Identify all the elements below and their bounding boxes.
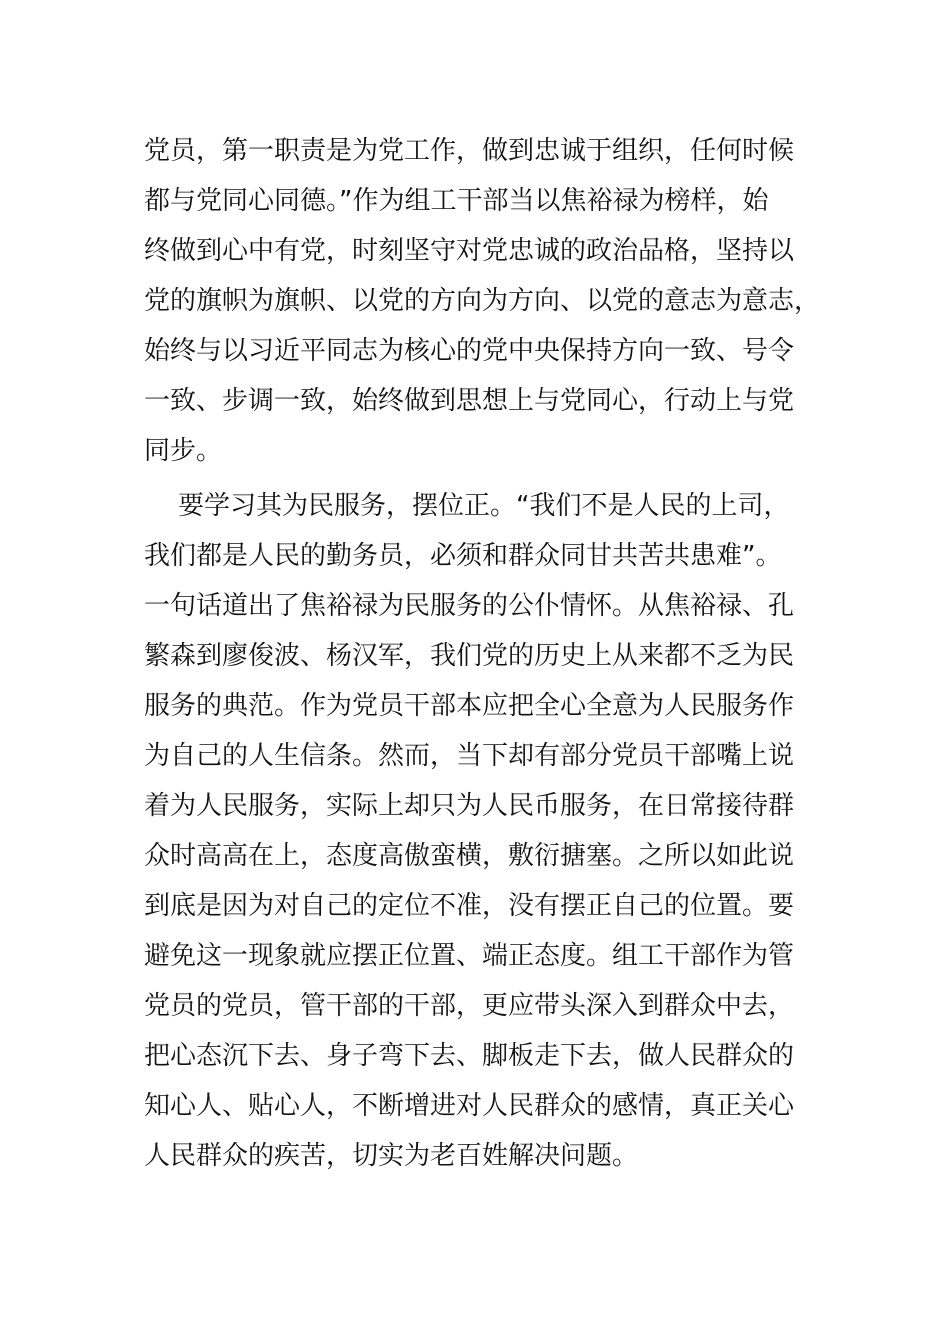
- paragraph-line: 终做到心中有党，时刻坚守对党忠诚的政治品格，坚持以: [144, 236, 795, 266]
- paragraph-line: 党员，第一职责是为党工作，做到忠诚于组织，任何时候: [144, 136, 795, 166]
- paragraph-line: 同步。: [144, 436, 223, 466]
- paragraph-line: 党员的党员，管干部的干部，更应带头深入到群众中去，: [144, 991, 795, 1021]
- paragraph-line: 众时高高在上，态度高傲蛮横，敷衍搪塞。之所以如此说: [144, 841, 795, 871]
- paragraph-line: 着为人民服务，实际上却只为人民币服务，在日常接待群: [144, 791, 795, 821]
- paragraph-line: 避免这一现象就应摆正位置、端正态度。组工干部作为管: [144, 941, 795, 971]
- paragraph-line: 为自己的人生信条。然而，当下却有部分党员干部嘴上说: [144, 741, 795, 771]
- paragraph-line: 一句话道出了焦裕禄为民服务的公仆情怀。从焦裕禄、孔: [144, 591, 795, 621]
- paragraph-line: 把心态沉下去、身子弯下去、脚板走下去，做人民群众的: [144, 1041, 795, 1071]
- paragraph-line: 都与党同心同德。”作为组工干部当以焦裕禄为榜样，始: [144, 186, 769, 216]
- paragraph-line: 始终与以习近平同志为核心的党中央保持方向一致、号令: [144, 336, 795, 366]
- paragraph-line: 知心人、贴心人，不断增进对人民群众的感情，真正关心: [144, 1091, 795, 1121]
- paragraph-line: 一致、步调一致，始终做到思想上与党同心，行动上与党: [144, 386, 795, 416]
- paragraph-1: [144, 126, 821, 476]
- paragraph-line: 服务的典范。作为党员干部本应把全心全意为人民服务作: [144, 691, 795, 721]
- paragraph-line: 繁森到廖俊波、杨汉军，我们党的历史上从来都不乏为民: [144, 641, 795, 671]
- paragraph-2: [144, 481, 804, 1181]
- paragraph-line: 要学习其为民服务，摆位正。“我们不是人民的上司，: [178, 491, 790, 521]
- paragraph-line: 到底是因为对自己的定位不准，没有摆正自己的位置。要: [144, 891, 795, 921]
- paragraph-line: 我们都是人民的勤务员，必须和群众同甘共苦共患难”。: [144, 541, 782, 571]
- paragraph-line: 党的旗帜为旗帜、以党的方向为方向、以党的意志为意志，: [144, 286, 821, 316]
- paragraph-line: 人民群众的疾苦，切实为老百姓解决问题。: [144, 1141, 639, 1171]
